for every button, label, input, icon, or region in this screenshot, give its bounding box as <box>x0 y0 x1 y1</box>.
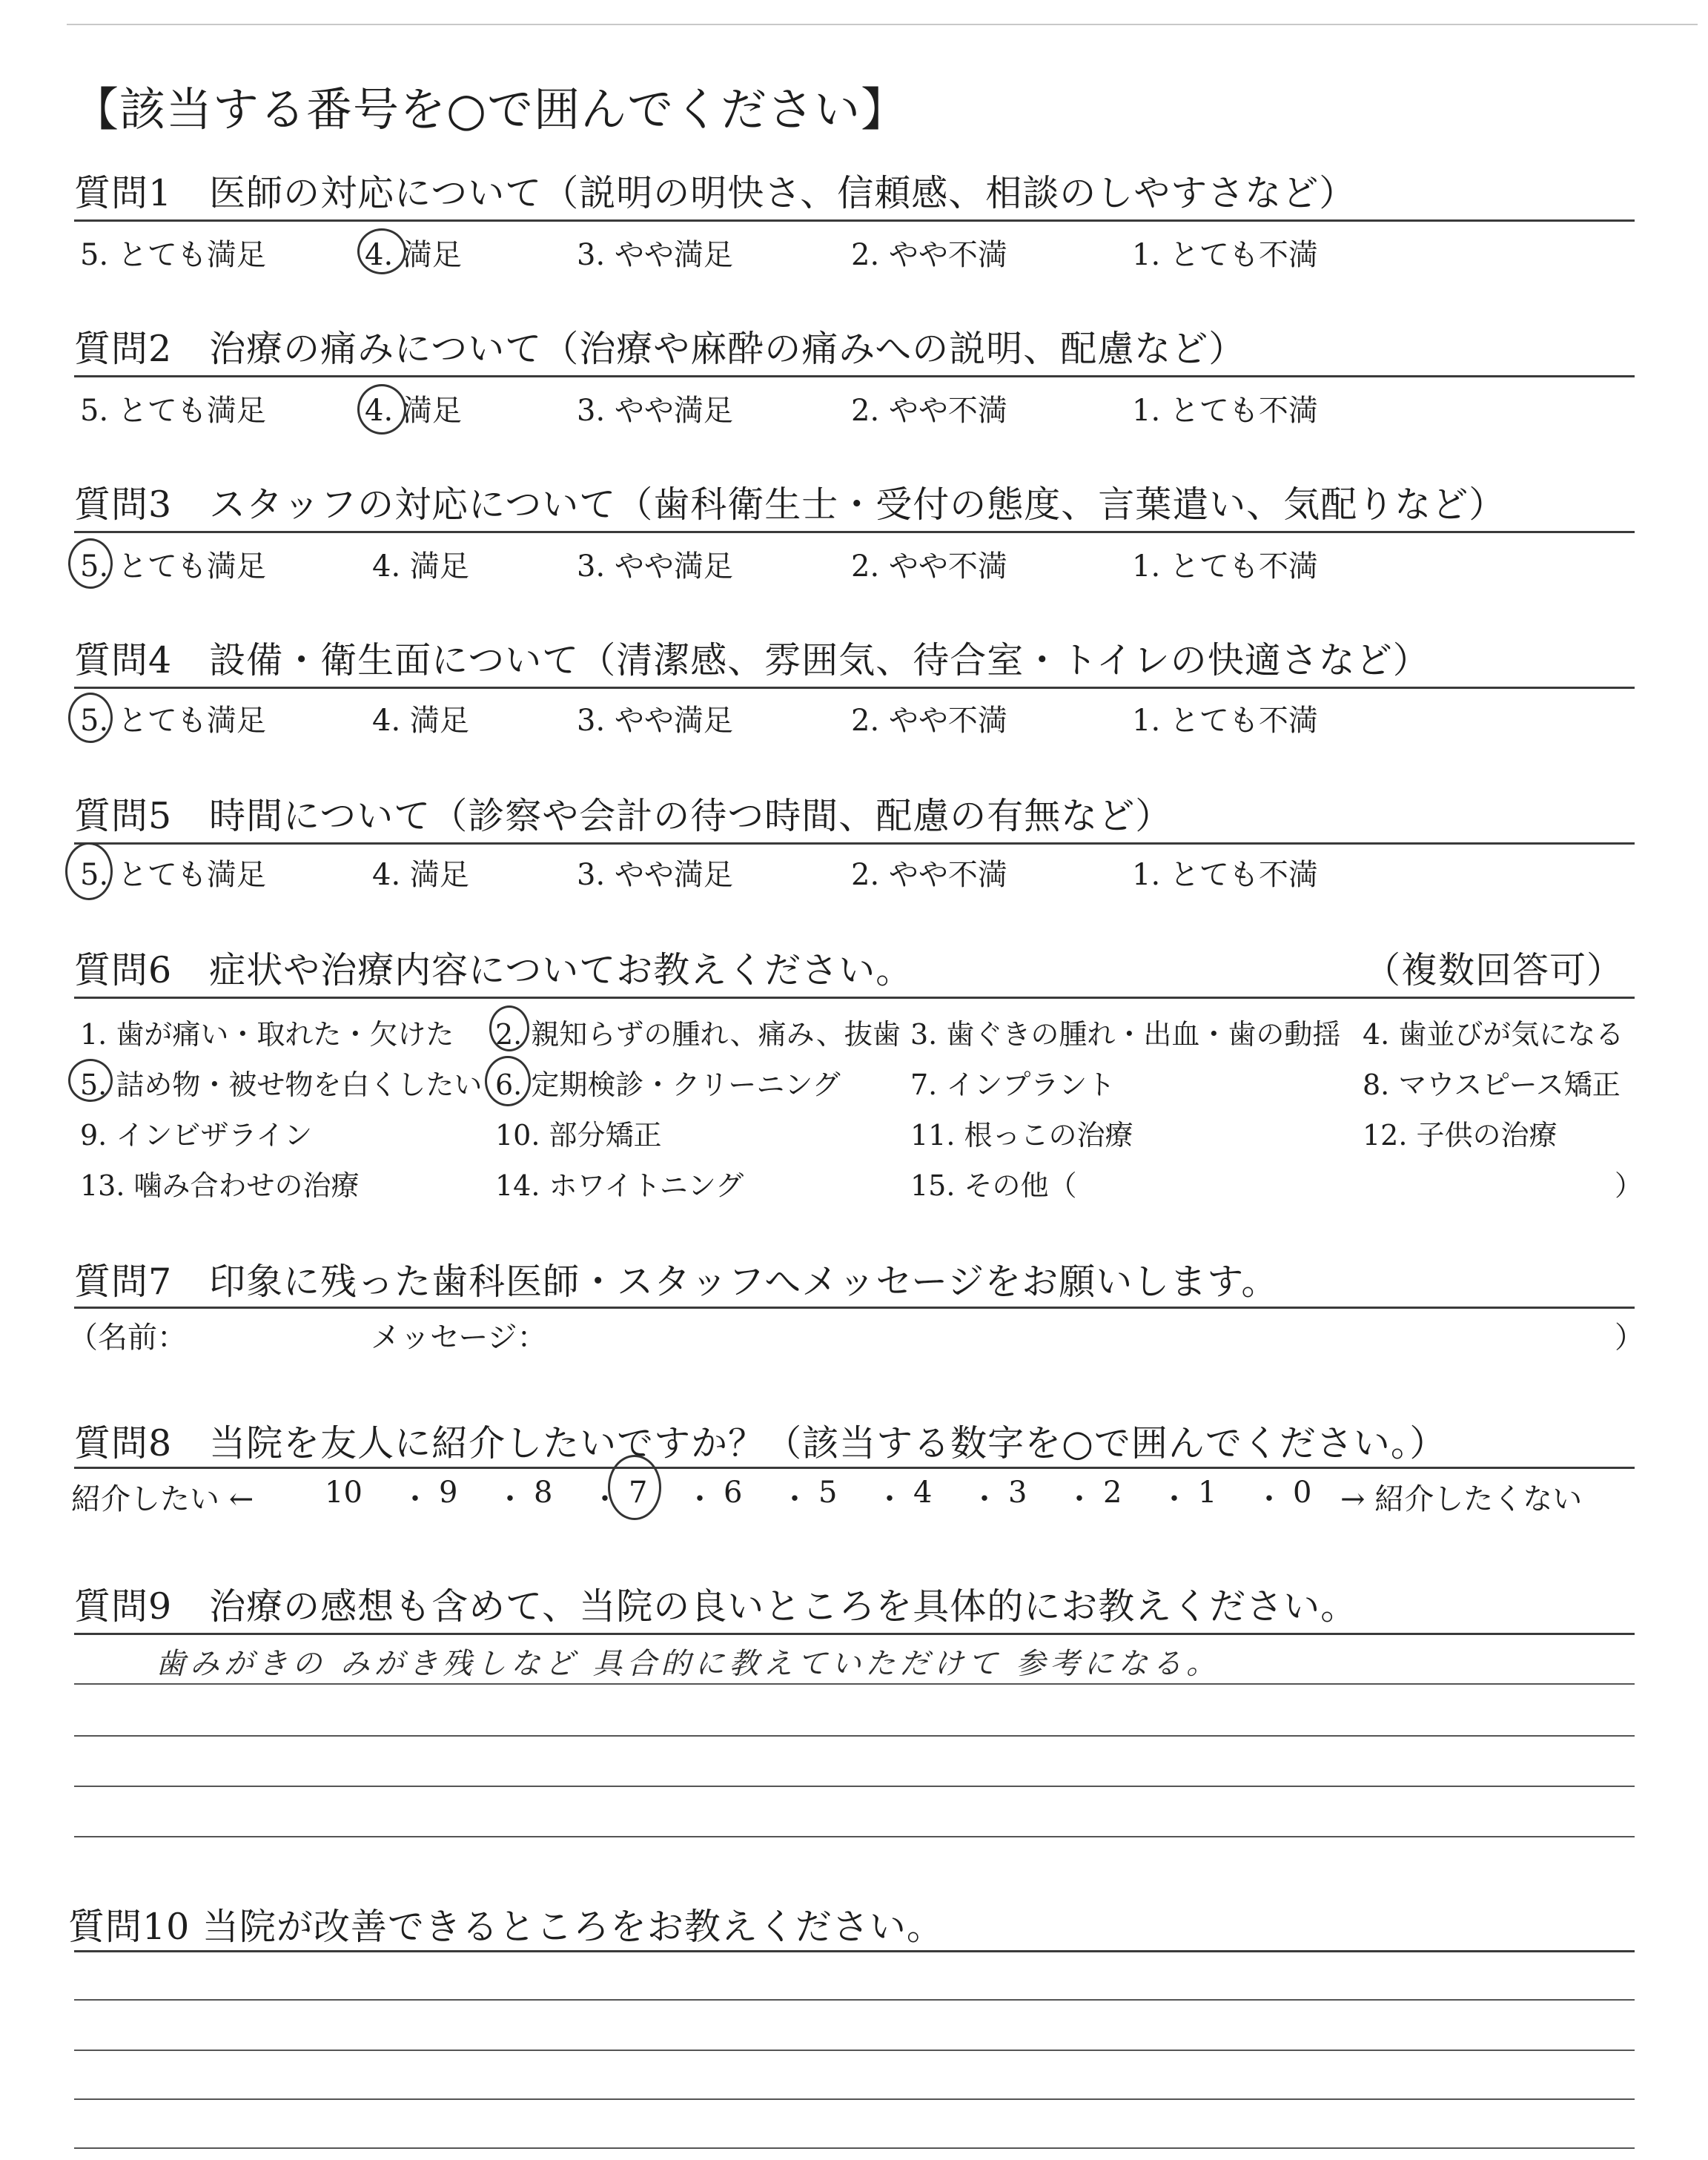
q8-dot: ・ <box>400 1482 430 1516</box>
q2-option-3[interactable]: 3. やや満足 <box>577 394 733 428</box>
q8-dot: ・ <box>685 1482 715 1516</box>
q9-write-line <box>74 1735 1635 1737</box>
q4-option-3[interactable]: 3. やや満足 <box>577 704 733 738</box>
q5-rule <box>74 842 1635 845</box>
q6-option-3[interactable]: 3. 歯ぐきの腫れ・出血・歯の動揺 <box>910 1018 1341 1051</box>
q9-rule <box>74 1633 1635 1635</box>
q3-option-3[interactable]: 3. やや満足 <box>577 549 733 584</box>
q3-option-1[interactable]: 1. とても不満 <box>1132 549 1318 584</box>
q1-option-2[interactable]: 2. やや不満 <box>851 238 1007 272</box>
q10-rule <box>74 1950 1635 1952</box>
q5-option-4[interactable]: 4. 満足 <box>372 858 469 892</box>
q3-option-2[interactable]: 2. やや不満 <box>851 549 1007 584</box>
q8-dot: ・ <box>1159 1482 1189 1516</box>
q6-option-12[interactable]: 12. 子供の治療 <box>1363 1119 1558 1152</box>
q6-option-15[interactable]: 15. その他（ <box>910 1169 1077 1202</box>
page-title: 【該当する番号を○で囲んでください】 <box>73 82 908 136</box>
q6-selection-circle-2 <box>489 1005 529 1051</box>
q6-option-4[interactable]: 4. 歯並びが気になる <box>1363 1018 1624 1051</box>
q2-rule <box>74 375 1635 377</box>
q10-write-line <box>74 2098 1635 2100</box>
q6-option-8[interactable]: 8. マウスピース矯正 <box>1363 1069 1621 1101</box>
q6-option-1[interactable]: 1. 歯が痛い・取れた・欠けた <box>80 1018 454 1051</box>
q8-dot: ・ <box>1065 1482 1094 1516</box>
q10-write-line <box>74 2050 1635 2051</box>
q6-option-6[interactable]: 6. 定期検診・クリーニング <box>495 1069 841 1101</box>
q6-selection-circle-6 <box>485 1056 531 1106</box>
q4-selection-circle <box>68 693 113 743</box>
q10-write-line <box>74 2147 1635 2149</box>
q6-option-5[interactable]: 5. 詰め物・被せ物を白くしたい <box>80 1069 483 1101</box>
q8-rule <box>74 1467 1635 1469</box>
q6-option-7[interactable]: 7. インプラント <box>910 1069 1116 1101</box>
q1-selection-circle <box>357 228 406 274</box>
q9-heading: 質問9 治療の感想も含めて、当院の良いところを具体的にお教えください。 <box>74 1585 1358 1628</box>
q4-option-4[interactable]: 4. 満足 <box>372 704 469 738</box>
q9-handwritten-answer: 歯みがきの みがき残しなど 具合的に教えていただけて 参考になる。 <box>156 1647 1221 1681</box>
q8-score-8[interactable]: 8 <box>534 1476 553 1510</box>
q8-score-7[interactable]: 7 <box>629 1476 648 1510</box>
q4-rule <box>74 687 1635 689</box>
q3-selection-circle <box>68 538 113 589</box>
q5-option-2[interactable]: 2. やや不満 <box>851 858 1007 892</box>
q8-dot: ・ <box>780 1482 810 1516</box>
q7-rule <box>74 1307 1635 1309</box>
q4-option-5[interactable]: 5. とても満足 <box>80 704 266 738</box>
q8-score-0[interactable]: 0 <box>1293 1476 1312 1510</box>
q3-option-4[interactable]: 4. 満足 <box>372 549 469 584</box>
q8-score-2[interactable]: 2 <box>1103 1476 1122 1510</box>
q8-dot: ・ <box>1254 1482 1284 1516</box>
q6-selection-circle-5 <box>68 1059 113 1102</box>
q8-score-6[interactable]: 6 <box>724 1476 743 1510</box>
q5-option-1[interactable]: 1. とても不満 <box>1132 858 1318 892</box>
q1-heading: 質問1 医師の対応について（説明の明快さ、信頼感、相談のしやすさなど） <box>74 172 1357 214</box>
q3-rule <box>74 531 1635 533</box>
q4-option-1[interactable]: 1. とても不満 <box>1132 704 1318 738</box>
q1-option-1[interactable]: 1. とても不満 <box>1132 238 1318 272</box>
q1-rule <box>74 219 1635 222</box>
q6-multi-answer-note: （複数回答可） <box>1364 949 1624 991</box>
q8-left-label: 紹介したい ← <box>71 1482 254 1516</box>
q7-name-label: （名前： <box>68 1321 187 1355</box>
q6-option-15-close: ） <box>1615 1169 1644 1202</box>
q8-dot: ・ <box>495 1482 525 1516</box>
q2-selection-circle <box>357 384 406 435</box>
scan-edge-line <box>67 24 1698 25</box>
q8-selection-circle <box>608 1455 661 1520</box>
q8-right-label: → 紹介したくない <box>1340 1482 1583 1516</box>
q2-heading: 質問2 治療の痛みについて（治療や麻酔の痛みへの説明、配慮など） <box>74 328 1246 370</box>
q6-option-9[interactable]: 9. インビザライン <box>80 1119 313 1152</box>
q6-option-10[interactable]: 10. 部分矯正 <box>495 1119 662 1152</box>
q6-rule <box>74 997 1635 999</box>
q7-close-paren: ） <box>1615 1321 1644 1355</box>
q9-write-line <box>74 1683 1635 1685</box>
q4-heading: 質問4 設備・衛生面について（清潔感、雰囲気、待合室・トイレの快適さなど） <box>74 639 1430 681</box>
q6-option-14[interactable]: 14. ホワイトニング <box>495 1169 744 1202</box>
q6-heading: 質問6 症状や治療内容についてお教えください。 <box>74 949 913 991</box>
q5-option-5[interactable]: 5. とても満足 <box>80 858 266 892</box>
q8-score-5[interactable]: 5 <box>818 1476 838 1510</box>
q6-option-13[interactable]: 13. 噛み合わせの治療 <box>80 1169 360 1202</box>
q8-dot: ・ <box>970 1482 999 1516</box>
q8-dot: ・ <box>875 1482 904 1516</box>
q8-score-3[interactable]: 3 <box>1008 1476 1027 1510</box>
q8-score-1[interactable]: 1 <box>1198 1476 1217 1510</box>
q5-option-3[interactable]: 3. やや満足 <box>577 858 733 892</box>
q6-option-11[interactable]: 11. 根っこの治療 <box>910 1119 1133 1152</box>
q9-write-line <box>74 1836 1635 1837</box>
q8-score-9[interactable]: 9 <box>439 1476 458 1510</box>
q2-option-2[interactable]: 2. やや不満 <box>851 394 1007 428</box>
q1-option-3[interactable]: 3. やや満足 <box>577 238 733 272</box>
q2-option-4[interactable]: 4. 満足 <box>365 394 462 428</box>
q7-message-label: メッセージ： <box>371 1321 547 1355</box>
q4-option-2[interactable]: 2. やや不満 <box>851 704 1007 738</box>
q3-option-5[interactable]: 5. とても満足 <box>80 549 266 584</box>
q3-heading: 質問3 スタッフの対応について（歯科衛生士・受付の態度、言葉遣い、気配りなど） <box>74 483 1506 526</box>
q2-option-5[interactable]: 5. とても満足 <box>80 394 266 428</box>
q7-heading: 質問7 印象に残った歯科医師・スタッフへメッセージをお願いします。 <box>74 1261 1279 1303</box>
q5-heading: 質問5 時間について（診察や会計の待つ時間、配慮の有無など） <box>74 795 1173 837</box>
q1-option-5[interactable]: 5. とても満足 <box>80 238 266 272</box>
q8-heading: 質問8 当院を友人に紹介したいですか？（該当する数字を○で囲んでください。） <box>74 1422 1447 1464</box>
q10-heading: 質問10 当院が改善できるところをお教えください。 <box>68 1906 944 1948</box>
q2-option-1[interactable]: 1. とても不満 <box>1132 394 1318 428</box>
q8-score-4[interactable]: 4 <box>913 1476 933 1510</box>
q1-option-4[interactable]: 4. 満足 <box>365 238 462 272</box>
q6-option-2[interactable]: 2. 親知らずの腫れ、痛み、抜歯 <box>495 1018 901 1051</box>
q10-write-line <box>74 1999 1635 2001</box>
q8-score-10[interactable]: 10 <box>325 1476 363 1510</box>
q8-dot: ・ <box>590 1482 620 1516</box>
q5-selection-circle <box>65 842 113 900</box>
q9-write-line <box>74 1786 1635 1787</box>
